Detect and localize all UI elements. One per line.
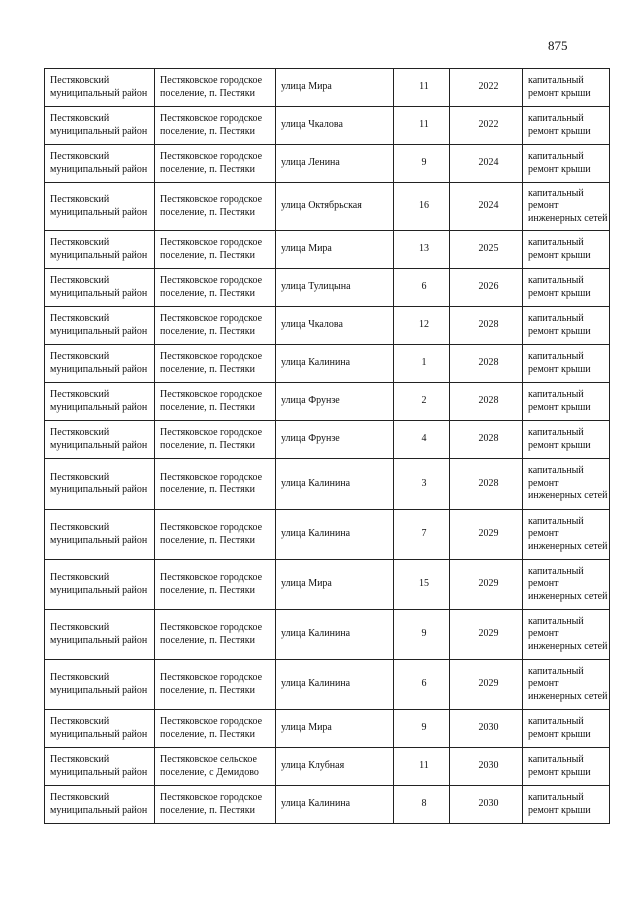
year-cell: 2029 (450, 560, 523, 610)
house-number-cell: 9 (394, 145, 450, 183)
work-type-cell: капитальный ремонт крыши (523, 748, 610, 786)
settlement-cell: Пестяковское городское поселение, п. Пестяки (155, 459, 276, 510)
street-cell: улица Октябрьская (276, 183, 394, 231)
year-cell: 2029 (450, 610, 523, 660)
house-number-cell: 9 (394, 710, 450, 748)
district-cell: Пестяковский муниципальный район (45, 786, 155, 824)
street-cell: улица Ленина (276, 145, 394, 183)
year-cell: 2024 (450, 183, 523, 231)
table-row (45, 421, 610, 459)
settlement-cell: Пестяковское сельское поселение, с Демидово (155, 748, 276, 786)
street-cell: улица Калинина (276, 459, 394, 510)
settlement-cell: Пестяковское городское поселение, п. Пестяки (155, 510, 276, 560)
house-number-cell: 16 (394, 183, 450, 231)
work-type-cell: капитальный ремонт крыши (523, 383, 610, 421)
year-cell: 2022 (450, 69, 523, 107)
work-type-cell: капитальный ремонт крыши (523, 421, 610, 459)
house-number-cell: 6 (394, 269, 450, 307)
district-cell: Пестяковский муниципальный район (45, 145, 155, 183)
work-type-cell: капитальный ремонт инженерных сетей (523, 510, 610, 560)
house-number-cell: 2 (394, 383, 450, 421)
district-cell: Пестяковский муниципальный район (45, 660, 155, 710)
work-type-cell: капитальный ремонт крыши (523, 307, 610, 345)
settlement-cell: Пестяковское городское поселение, п. Пестяки (155, 710, 276, 748)
settlement-cell: Пестяковское городское поселение, п. Пестяки (155, 660, 276, 710)
table-row (45, 610, 610, 660)
work-type-cell: капитальный ремонт инженерных сетей (523, 610, 610, 660)
table-row (45, 345, 610, 383)
house-number-cell: 7 (394, 510, 450, 560)
street-cell: улица Калинина (276, 510, 394, 560)
district-cell: Пестяковский муниципальный район (45, 307, 155, 345)
work-type-cell: капитальный ремонт крыши (523, 345, 610, 383)
street-cell: улица Мира (276, 69, 394, 107)
district-cell: Пестяковский муниципальный район (45, 610, 155, 660)
table-row (45, 183, 610, 231)
year-cell: 2030 (450, 748, 523, 786)
page-number: 875 (548, 38, 568, 53)
work-type-cell: капитальный ремонт крыши (523, 107, 610, 145)
district-cell: Пестяковский муниципальный район (45, 183, 155, 231)
street-cell: улица Калинина (276, 786, 394, 824)
work-type-cell: капитальный ремонт инженерных сетей (523, 459, 610, 510)
street-cell: улица Тулицына (276, 269, 394, 307)
table-row (45, 269, 610, 307)
table-row (45, 107, 610, 145)
year-cell: 2028 (450, 383, 523, 421)
table-row (45, 660, 610, 710)
work-type-cell: капитальный ремонт инженерных сетей (523, 560, 610, 610)
street-cell: улица Калинина (276, 610, 394, 660)
house-number-cell: 1 (394, 345, 450, 383)
house-number-cell: 3 (394, 459, 450, 510)
settlement-cell: Пестяковское городское поселение, п. Пестяки (155, 786, 276, 824)
district-cell: Пестяковский муниципальный район (45, 269, 155, 307)
work-type-cell: капитальный ремонт крыши (523, 786, 610, 824)
settlement-cell: Пестяковское городское поселение, п. Пестяки (155, 183, 276, 231)
year-cell: 2028 (450, 345, 523, 383)
year-cell: 2022 (450, 107, 523, 145)
year-cell: 2026 (450, 269, 523, 307)
street-cell: улица Чкалова (276, 307, 394, 345)
year-cell: 2025 (450, 231, 523, 269)
house-number-cell: 8 (394, 786, 450, 824)
settlement-cell: Пестяковское городское поселение, п. Пестяки (155, 421, 276, 459)
table-row (45, 748, 610, 786)
housing-repair-table (44, 68, 610, 824)
district-cell: Пестяковский муниципальный район (45, 560, 155, 610)
work-type-cell: капитальный ремонт инженерных сетей (523, 660, 610, 710)
table-row (45, 459, 610, 510)
settlement-cell: Пестяковское городское поселение, п. Пестяки (155, 383, 276, 421)
year-cell: 2024 (450, 145, 523, 183)
settlement-cell: Пестяковское городское поселение, п. Пестяки (155, 610, 276, 660)
work-type-cell: капитальный ремонт крыши (523, 69, 610, 107)
settlement-cell: Пестяковское городское поселение, п. Пестяки (155, 307, 276, 345)
street-cell: улица Мира (276, 560, 394, 610)
district-cell: Пестяковский муниципальный район (45, 345, 155, 383)
street-cell: улица Мира (276, 231, 394, 269)
year-cell: 2028 (450, 307, 523, 345)
street-cell: улица Чкалова (276, 107, 394, 145)
settlement-cell: Пестяковское городское поселение, п. Пестяки (155, 145, 276, 183)
house-number-cell: 13 (394, 231, 450, 269)
table-row (45, 560, 610, 610)
house-number-cell: 11 (394, 107, 450, 145)
district-cell: Пестяковский муниципальный район (45, 421, 155, 459)
settlement-cell: Пестяковское городское поселение, п. Пестяки (155, 345, 276, 383)
table-row (45, 786, 610, 824)
house-number-cell: 15 (394, 560, 450, 610)
settlement-cell: Пестяковское городское поселение, п. Пестяки (155, 269, 276, 307)
year-cell: 2028 (450, 459, 523, 510)
street-cell: улица Фрунзе (276, 421, 394, 459)
year-cell: 2029 (450, 660, 523, 710)
district-cell: Пестяковский муниципальный район (45, 231, 155, 269)
district-cell: Пестяковский муниципальный район (45, 383, 155, 421)
house-number-cell: 12 (394, 307, 450, 345)
street-cell: улица Фрунзе (276, 383, 394, 421)
table-row (45, 307, 610, 345)
table-body (45, 69, 610, 824)
district-cell: Пестяковский муниципальный район (45, 510, 155, 560)
street-cell: улица Мира (276, 710, 394, 748)
district-cell: Пестяковский муниципальный район (45, 107, 155, 145)
house-number-cell: 11 (394, 748, 450, 786)
work-type-cell: капитальный ремонт крыши (523, 710, 610, 748)
table-row (45, 145, 610, 183)
work-type-cell: капитальный ремонт крыши (523, 231, 610, 269)
district-cell: Пестяковский муниципальный район (45, 69, 155, 107)
table-row (45, 383, 610, 421)
year-cell: 2029 (450, 510, 523, 560)
settlement-cell: Пестяковское городское поселение, п. Пестяки (155, 231, 276, 269)
table-row (45, 510, 610, 560)
district-cell: Пестяковский муниципальный район (45, 459, 155, 510)
settlement-cell: Пестяковское городское поселение, п. Пестяки (155, 107, 276, 145)
table-row (45, 231, 610, 269)
house-number-cell: 11 (394, 69, 450, 107)
settlement-cell: Пестяковское городское поселение, п. Пестяки (155, 560, 276, 610)
year-cell: 2028 (450, 421, 523, 459)
work-type-cell: капитальный ремонт крыши (523, 269, 610, 307)
year-cell: 2030 (450, 710, 523, 748)
work-type-cell: капитальный ремонт инженерных сетей (523, 183, 610, 231)
house-number-cell: 9 (394, 610, 450, 660)
street-cell: улица Калинина (276, 345, 394, 383)
house-number-cell: 6 (394, 660, 450, 710)
year-cell: 2030 (450, 786, 523, 824)
table-row (45, 710, 610, 748)
district-cell: Пестяковский муниципальный район (45, 748, 155, 786)
house-number-cell: 4 (394, 421, 450, 459)
table-row (45, 69, 610, 107)
work-type-cell: капитальный ремонт крыши (523, 145, 610, 183)
street-cell: улица Клубная (276, 748, 394, 786)
district-cell: Пестяковский муниципальный район (45, 710, 155, 748)
settlement-cell: Пестяковское городское поселение, п. Пестяки (155, 69, 276, 107)
street-cell: улица Калинина (276, 660, 394, 710)
